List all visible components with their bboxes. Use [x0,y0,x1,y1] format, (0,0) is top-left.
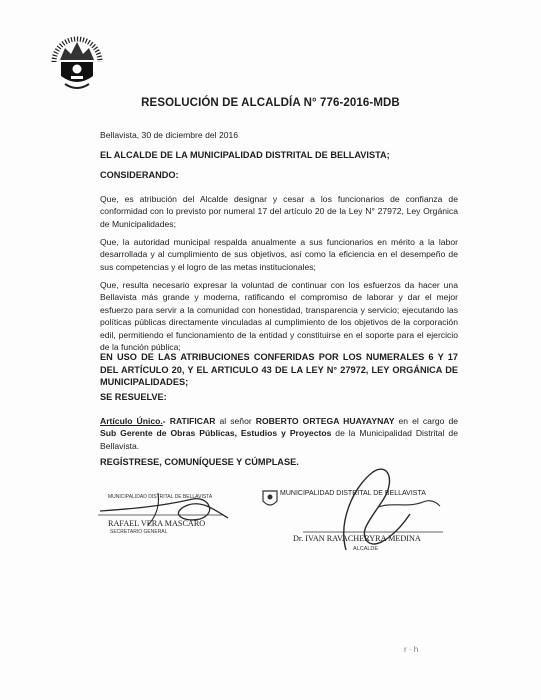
paragraph-1: Que, es atribución del Alcalde designar y cesar a los funcionarios de confianza de conformidad con lo previsto por numeral 17 del artículo 20 de la Ley N° 27972, Ley Orgánica de Municipalidades; [100,194,458,229]
heading: EL ALCALDE DE LA MUNICIPALIDAD DISTRITAL DE BELLAVISTA; [100,150,390,160]
closing: REGÍSTRESE, COMUNÍQUESE Y CÚMPLASE. [100,457,299,467]
document-title: RESOLUCIÓN DE ALCALDÍA N° 776-2016-MDB [141,97,400,109]
cargo: Sub Gerente de Obras Públicas, Estudios y Proyectos [100,428,332,439]
right-stamp-text: MUNICIPALIDAD DISTRITAL DE BELLAVISTA [280,490,426,497]
article-label: Artículo Único. [100,416,163,426]
municipal-seal-icon [48,28,106,96]
right-signer-role: ALCALDE [353,546,379,552]
ratificar: RATIFICAR [169,416,216,426]
paragraph-2: Que, la autoridad municipal respalda anualmente a sus funcionarios en mérito a la labor desarrollada y al cumplimiento de sus objetivos, así como la eficiencia en el desempeño de sus competencias y el logro de las metas institucionales; [100,237,458,272]
paragraph-4: EN USO DE LAS ATRIBUCIONES CONFERIDAS POR LOS NUMERALES 6 Y 17 DEL ARTÍCULO 20, Y EL ARTICULO 43 DE LA LEY N° 27972, LEY ORGÁNICA DE MUNICIPALIDADES; [100,352,458,388]
left-signer-name: RAFAEL VERA MASCARO [108,519,206,528]
municipal-stamp-icon [260,487,280,511]
considerando-heading: CONSIDERANDO: [100,170,179,180]
left-signature-block [98,483,248,543]
footer-mark: r · h [404,645,419,654]
se-resuelve-heading: SE RESUELVE: [100,392,167,402]
right-signature-block [258,462,448,557]
left-signer-role: SECRETARIO GENERAL [110,529,168,535]
left-stamp-text: MUNICIPALIDAD DISTRITAL DE BELLAVISTA [108,494,213,500]
right-signer-name: Dr. IVAN RAVACHERYRA MEDINA [293,534,421,543]
articulo-unico: Artículo Único.- RATIFICAR al señor ROBERTO ORTEGA HUAYAYNAY en el cargo de Sub Gerente de Obras Públicas, Estudios y Proyectos de la Municipalidad Distrital de Bellavista. [100,416,459,451]
person-name: ROBERTO ORTEGA HUAYAYNAY [255,416,395,426]
paragraph-3: Que, resulta necesario expresar la voluntad de continuar con los esfuerzos da hacer una Bellavista más grande y moderna, ratificando el compromiso de laborar y dar el mejor esfuerzo para servir a la comunidad con honestidad, transparencia y servicio; ejecutando las políticas públicas directamente vinculadas al cumplimiento de los objetivos de la corporación edil, permitiendo el funcionamiento de la entidad y constituirse en el soporte para el ejercicio de la función pública; [100,280,458,353]
place-date: Bellavista, 30 de diciembre del 2016 [100,130,239,140]
